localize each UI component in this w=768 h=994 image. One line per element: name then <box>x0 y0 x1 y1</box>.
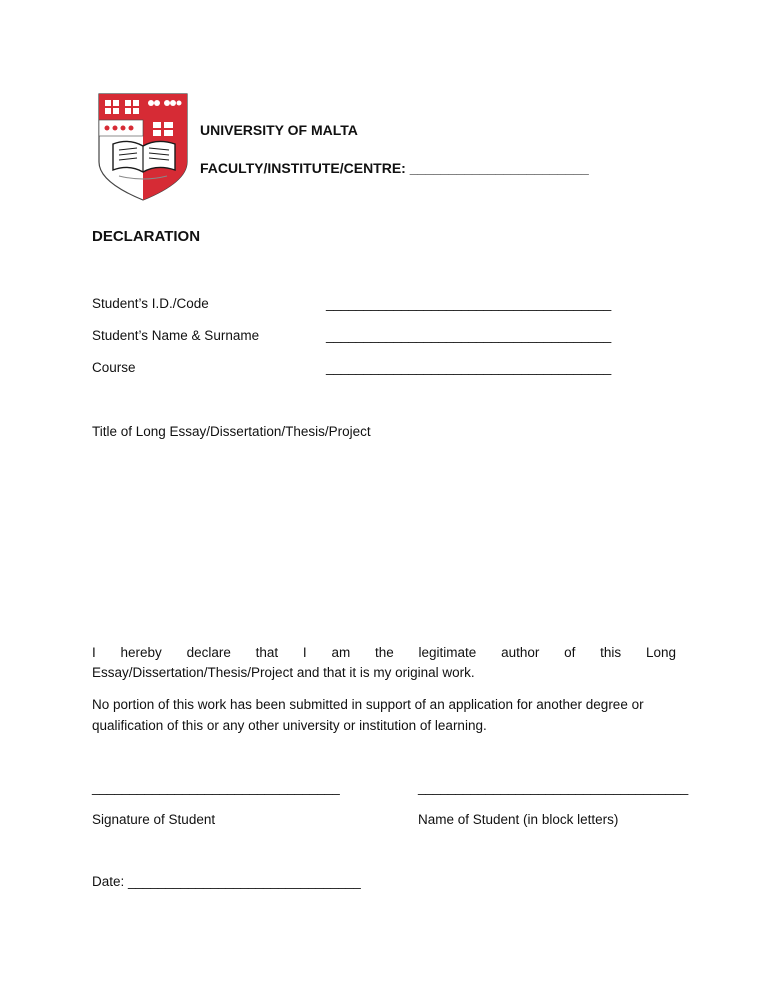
course-line[interactable]: ______________________________________ <box>326 360 612 375</box>
university-name: UNIVERSITY OF MALTA <box>200 122 358 138</box>
student-name-label: Student’s Name & Surname <box>92 328 260 343</box>
faculty-field: FACULTY/INSTITUTE/CENTRE: _______________________ <box>200 160 589 176</box>
student-id-line[interactable]: ______________________________________ <box>326 296 612 311</box>
declaration-line-1: I hereby declare that I am the legitimate author of this Long <box>92 645 676 660</box>
student-id-label: Student’s I.D./Code <box>92 296 209 311</box>
title-label: Title of Long Essay/Dissertation/Thesis/Project <box>92 424 371 439</box>
section-title-declaration: DECLARATION <box>92 228 201 245</box>
declaration-line-2: Essay/Dissertation/Thesis/Project and that it is my original work. <box>92 665 475 680</box>
name-block-label: Name of Student (in block letters) <box>418 812 619 827</box>
university-crest-logo <box>95 90 191 202</box>
date-field[interactable]: Date: _______________________________ <box>92 874 361 889</box>
student-name-line[interactable]: ______________________________________ <box>326 328 612 343</box>
student-name-block-line[interactable]: ____________________________________ <box>418 780 689 795</box>
signature-line[interactable]: _________________________________ <box>92 780 340 795</box>
declaration-paragraph-2: No portion of this work has been submitted in support of an application for another degree or qualification of this or any other university or institution of learning. <box>92 697 644 733</box>
course-label: Course <box>92 360 136 375</box>
signature-label: Signature of Student <box>92 812 216 827</box>
